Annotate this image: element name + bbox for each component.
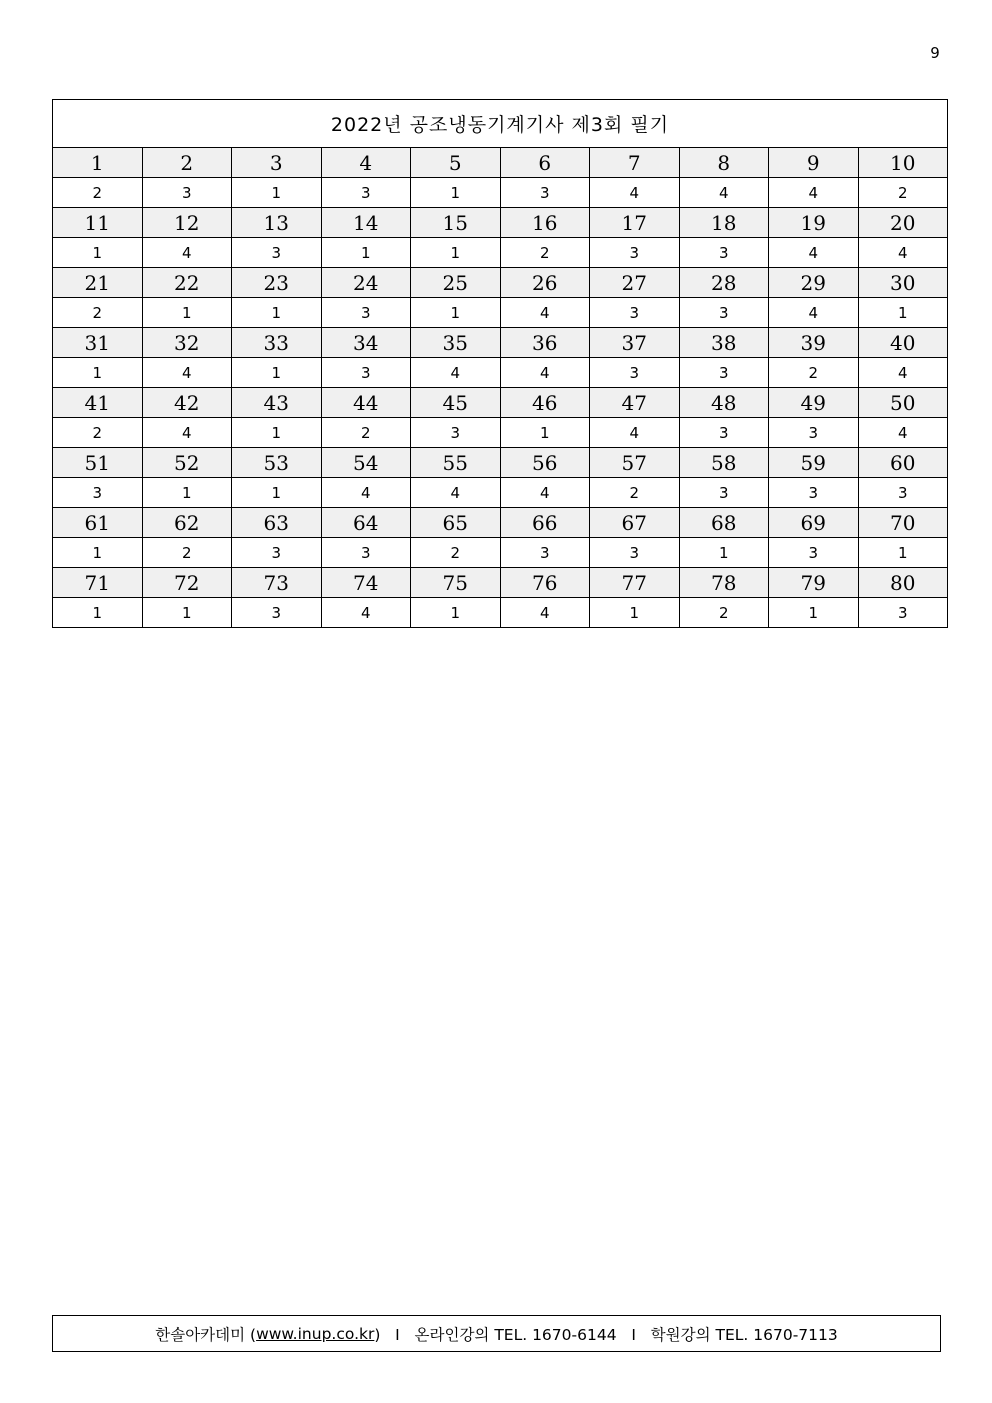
question-number-cell: 29 bbox=[769, 268, 859, 298]
answer-cell: 3 bbox=[142, 178, 232, 208]
answer-cell: 4 bbox=[590, 178, 680, 208]
question-number-cell: 55 bbox=[411, 448, 501, 478]
answer-cell: 2 bbox=[53, 298, 143, 328]
answer-cell: 2 bbox=[858, 178, 948, 208]
answer-cell: 2 bbox=[769, 358, 859, 388]
question-number-cell: 77 bbox=[590, 568, 680, 598]
answer-cell: 1 bbox=[500, 418, 590, 448]
answer-cell: 4 bbox=[769, 178, 859, 208]
question-number-cell: 34 bbox=[321, 328, 411, 358]
answer-cell: 2 bbox=[53, 418, 143, 448]
question-number-cell: 43 bbox=[232, 388, 322, 418]
answer-cell: 4 bbox=[769, 238, 859, 268]
answer-cell: 3 bbox=[769, 418, 859, 448]
answer-cell: 3 bbox=[679, 238, 769, 268]
question-number-cell: 67 bbox=[590, 508, 680, 538]
question-number-cell: 56 bbox=[500, 448, 590, 478]
answer-cell: 1 bbox=[411, 178, 501, 208]
question-number-cell: 27 bbox=[590, 268, 680, 298]
question-number-cell: 73 bbox=[232, 568, 322, 598]
question-number-cell: 65 bbox=[411, 508, 501, 538]
question-number-cell: 78 bbox=[679, 568, 769, 598]
question-number-cell: 54 bbox=[321, 448, 411, 478]
answer-cell: 2 bbox=[142, 538, 232, 568]
answer-cell: 1 bbox=[142, 298, 232, 328]
question-number-cell: 25 bbox=[411, 268, 501, 298]
question-number-cell: 74 bbox=[321, 568, 411, 598]
question-number-cell: 39 bbox=[769, 328, 859, 358]
question-number-cell: 36 bbox=[500, 328, 590, 358]
question-number-cell: 53 bbox=[232, 448, 322, 478]
answer-cell: 1 bbox=[769, 598, 859, 628]
answer-cell: 3 bbox=[679, 478, 769, 508]
answer-cell: 3 bbox=[53, 478, 143, 508]
answer-cell: 3 bbox=[321, 358, 411, 388]
question-number-row bbox=[53, 268, 948, 298]
answer-cell: 4 bbox=[590, 418, 680, 448]
answer-cell: 4 bbox=[769, 298, 859, 328]
question-number-cell: 68 bbox=[679, 508, 769, 538]
answer-cell: 3 bbox=[232, 538, 322, 568]
answer-cell: 3 bbox=[769, 538, 859, 568]
answer-cell: 1 bbox=[142, 478, 232, 508]
question-number-cell: 64 bbox=[321, 508, 411, 538]
question-number-row bbox=[53, 208, 948, 238]
question-number-row bbox=[53, 148, 948, 178]
question-number-cell: 21 bbox=[53, 268, 143, 298]
footer-contact-info: ) I 온라인강의 TEL. 1670-6144 I 학원강의 TEL. 1670-7113 bbox=[374, 1325, 838, 1344]
question-number-cell: 28 bbox=[679, 268, 769, 298]
answer-cell: 2 bbox=[590, 478, 680, 508]
question-number-cell: 52 bbox=[142, 448, 232, 478]
question-number-cell: 14 bbox=[321, 208, 411, 238]
question-number-row bbox=[53, 568, 948, 598]
answer-cell: 3 bbox=[232, 238, 322, 268]
question-number-cell: 72 bbox=[142, 568, 232, 598]
question-number-cell: 10 bbox=[858, 148, 948, 178]
question-number-cell: 16 bbox=[500, 208, 590, 238]
question-number-cell: 13 bbox=[232, 208, 322, 238]
answer-key-table bbox=[52, 99, 948, 628]
question-number-cell: 17 bbox=[590, 208, 680, 238]
answer-cell: 1 bbox=[142, 598, 232, 628]
question-number-cell: 2 bbox=[142, 148, 232, 178]
answer-cell: 3 bbox=[500, 178, 590, 208]
answer-cell: 4 bbox=[321, 598, 411, 628]
answer-cell: 2 bbox=[679, 598, 769, 628]
question-number-cell: 75 bbox=[411, 568, 501, 598]
answer-row bbox=[53, 598, 948, 628]
question-number-cell: 26 bbox=[500, 268, 590, 298]
answer-cell: 3 bbox=[769, 478, 859, 508]
question-number-cell: 15 bbox=[411, 208, 501, 238]
question-number-cell: 12 bbox=[142, 208, 232, 238]
question-number-cell: 58 bbox=[679, 448, 769, 478]
answer-cell: 3 bbox=[590, 298, 680, 328]
answer-cell: 3 bbox=[679, 298, 769, 328]
question-number-cell: 37 bbox=[590, 328, 680, 358]
question-number-cell: 45 bbox=[411, 388, 501, 418]
answer-cell: 4 bbox=[858, 238, 948, 268]
question-number-cell: 66 bbox=[500, 508, 590, 538]
question-number-cell: 59 bbox=[769, 448, 859, 478]
question-number-cell: 50 bbox=[858, 388, 948, 418]
answer-row bbox=[53, 298, 948, 328]
answer-cell: 4 bbox=[679, 178, 769, 208]
answer-cell: 1 bbox=[411, 598, 501, 628]
answer-row bbox=[53, 478, 948, 508]
answer-cell: 4 bbox=[500, 298, 590, 328]
question-number-cell: 32 bbox=[142, 328, 232, 358]
question-number-cell: 38 bbox=[679, 328, 769, 358]
answer-cell: 1 bbox=[858, 298, 948, 328]
answer-cell: 3 bbox=[858, 598, 948, 628]
answer-cell: 3 bbox=[679, 418, 769, 448]
answer-cell: 3 bbox=[858, 478, 948, 508]
answer-cell: 3 bbox=[321, 298, 411, 328]
question-number-cell: 51 bbox=[53, 448, 143, 478]
question-number-cell: 5 bbox=[411, 148, 501, 178]
answer-cell: 3 bbox=[590, 538, 680, 568]
answer-cell: 1 bbox=[321, 238, 411, 268]
question-number-cell: 9 bbox=[769, 148, 859, 178]
answer-cell: 3 bbox=[679, 358, 769, 388]
question-number-cell: 60 bbox=[858, 448, 948, 478]
question-number-cell: 61 bbox=[53, 508, 143, 538]
answer-row bbox=[53, 538, 948, 568]
question-number-row bbox=[53, 388, 948, 418]
answer-cell: 2 bbox=[53, 178, 143, 208]
answer-cell: 4 bbox=[500, 598, 590, 628]
question-number-cell: 40 bbox=[858, 328, 948, 358]
question-number-cell: 8 bbox=[679, 148, 769, 178]
answer-row bbox=[53, 418, 948, 448]
question-number-cell: 48 bbox=[679, 388, 769, 418]
question-number-cell: 62 bbox=[142, 508, 232, 538]
question-number-row bbox=[53, 328, 948, 358]
question-number-cell: 20 bbox=[858, 208, 948, 238]
question-number-cell: 44 bbox=[321, 388, 411, 418]
answer-cell: 1 bbox=[590, 598, 680, 628]
question-number-cell: 7 bbox=[590, 148, 680, 178]
answer-cell: 3 bbox=[411, 418, 501, 448]
answer-cell: 1 bbox=[232, 478, 322, 508]
answer-cell: 1 bbox=[411, 238, 501, 268]
question-number-cell: 18 bbox=[679, 208, 769, 238]
question-number-cell: 46 bbox=[500, 388, 590, 418]
question-number-cell: 1 bbox=[53, 148, 143, 178]
answer-cell: 1 bbox=[53, 538, 143, 568]
question-number-cell: 19 bbox=[769, 208, 859, 238]
answer-cell: 1 bbox=[232, 298, 322, 328]
table-title: 2022년 공조냉동기계기사 제3회 필기 bbox=[53, 100, 948, 148]
answer-cell: 3 bbox=[232, 598, 322, 628]
answer-cell: 4 bbox=[411, 358, 501, 388]
answer-cell: 3 bbox=[500, 538, 590, 568]
answer-cell: 1 bbox=[232, 178, 322, 208]
question-number-cell: 63 bbox=[232, 508, 322, 538]
question-number-cell: 49 bbox=[769, 388, 859, 418]
question-number-cell: 69 bbox=[769, 508, 859, 538]
answer-cell: 4 bbox=[500, 478, 590, 508]
answer-cell: 4 bbox=[500, 358, 590, 388]
question-number-row bbox=[53, 508, 948, 538]
question-number-cell: 24 bbox=[321, 268, 411, 298]
answer-cell: 1 bbox=[53, 238, 143, 268]
answer-cell: 3 bbox=[321, 538, 411, 568]
footer-prefix: 한솔아카데미 ( bbox=[155, 1325, 257, 1344]
question-number-cell: 6 bbox=[500, 148, 590, 178]
question-number-row bbox=[53, 448, 948, 478]
answer-cell: 3 bbox=[321, 178, 411, 208]
answer-cell: 2 bbox=[500, 238, 590, 268]
answer-cell: 4 bbox=[142, 238, 232, 268]
question-number-cell: 23 bbox=[232, 268, 322, 298]
question-number-cell: 42 bbox=[142, 388, 232, 418]
question-number-cell: 41 bbox=[53, 388, 143, 418]
answer-cell: 4 bbox=[142, 418, 232, 448]
question-number-cell: 47 bbox=[590, 388, 680, 418]
answer-cell: 4 bbox=[858, 418, 948, 448]
question-number-cell: 70 bbox=[858, 508, 948, 538]
answer-cell: 4 bbox=[142, 358, 232, 388]
answer-cell: 4 bbox=[411, 478, 501, 508]
answer-row bbox=[53, 358, 948, 388]
answer-cell: 4 bbox=[858, 358, 948, 388]
question-number-cell: 57 bbox=[590, 448, 680, 478]
answer-cell: 1 bbox=[232, 418, 322, 448]
question-number-cell: 33 bbox=[232, 328, 322, 358]
question-number-cell: 71 bbox=[53, 568, 143, 598]
question-number-cell: 4 bbox=[321, 148, 411, 178]
answer-cell: 4 bbox=[321, 478, 411, 508]
question-number-cell: 35 bbox=[411, 328, 501, 358]
question-number-cell: 76 bbox=[500, 568, 590, 598]
answer-cell: 1 bbox=[858, 538, 948, 568]
answer-cell: 2 bbox=[411, 538, 501, 568]
question-number-cell: 3 bbox=[232, 148, 322, 178]
question-number-cell: 31 bbox=[53, 328, 143, 358]
answer-row bbox=[53, 238, 948, 268]
answer-cell: 1 bbox=[53, 598, 143, 628]
answer-cell: 3 bbox=[590, 358, 680, 388]
footer bbox=[52, 1315, 941, 1352]
answer-cell: 1 bbox=[679, 538, 769, 568]
answer-cell: 1 bbox=[411, 298, 501, 328]
answer-row bbox=[53, 178, 948, 208]
answer-cell: 1 bbox=[53, 358, 143, 388]
answer-cell: 3 bbox=[590, 238, 680, 268]
question-number-cell: 30 bbox=[858, 268, 948, 298]
question-number-cell: 22 bbox=[142, 268, 232, 298]
answer-cell: 1 bbox=[232, 358, 322, 388]
answer-cell: 2 bbox=[321, 418, 411, 448]
question-number-cell: 11 bbox=[53, 208, 143, 238]
page-number: 9 bbox=[930, 44, 940, 62]
question-number-cell: 79 bbox=[769, 568, 859, 598]
footer-website-link[interactable]: www.inup.co.kr bbox=[256, 1324, 375, 1343]
question-number-cell: 80 bbox=[858, 568, 948, 598]
